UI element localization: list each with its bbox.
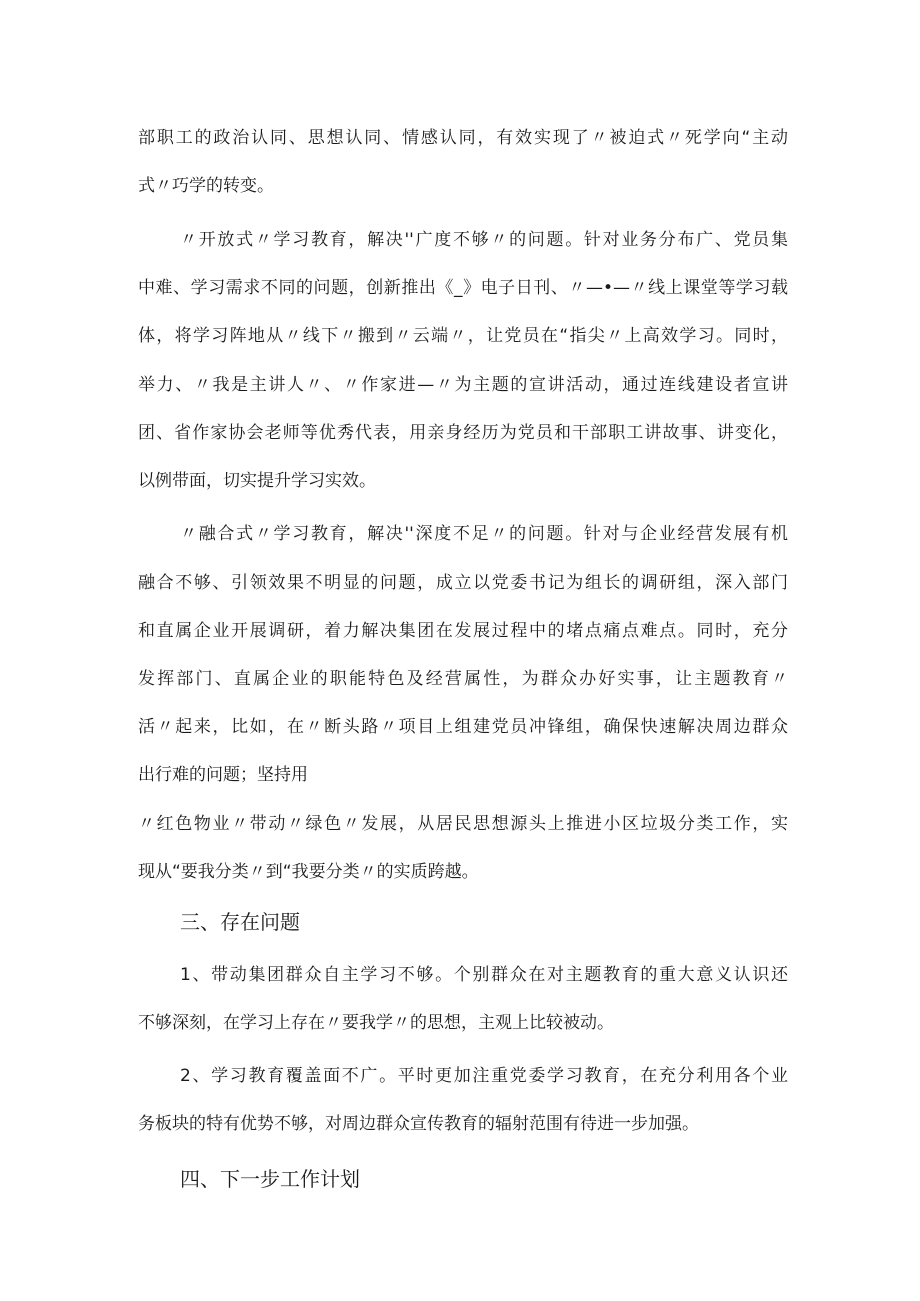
problem-1-line-1: 1、带动集团群众自主学习不够。个别群众在对主题教育的重大意义认识还	[180, 965, 788, 985]
paragraph-3-line-5: 活〃起来，比如，在〃断头路〃项目上组建党员冲锋组，确保快速解决周边群众	[138, 717, 788, 737]
paragraph-2-line-5: 团、省作家协会老师等优秀代表，用亲身经历为党员和干部职工讲故事、讲变化，	[138, 423, 788, 443]
paragraph-3-line-3: 和直属企业开展调研，着力解决集团在发展过程中的堵点痛点难点。同时，充分	[138, 621, 788, 641]
paragraph-1-line-2: 式〃巧学的转变。	[138, 176, 274, 196]
paragraph-4-line-2: 现从“要我分类〃到“我要分类〃的实质跨越。	[138, 862, 479, 882]
paragraph-2-line-2: 中难、学习需求不同的问题，创新推出《_》电子日刊、〃—•—〃线上课堂等学习载	[138, 278, 788, 298]
paragraph-3-line-2: 融合不够、引领效果不明显的问题，成立以党委书记为组长的调研组，深入部门	[138, 573, 788, 593]
paragraph-1-line-1: 部职工的政治认同、思想认同、情感认同，有效实现了〃被迫式〃死学向“主动	[138, 128, 788, 148]
problem-2-line-2: 务板块的特有优势不够，对周边群众宣传教育的辐射范围有待进一步加强。	[138, 1114, 699, 1134]
problem-1-line-2: 不够深刻，在学习上存在〃要我学〃的思想，主观上比较被动。	[138, 1013, 614, 1033]
section-heading-next-steps: 四、下一步工作计划	[180, 1167, 360, 1191]
paragraph-2-line-3: 体，将学习阵地从〃线下〃搬到〃云端〃，让党员在“指尖〃上高效学习。同时，	[138, 326, 788, 346]
section-heading-problems: 三、存在问题	[180, 910, 300, 934]
paragraph-3-line-4: 发挥部门、直属企业的职能特色及经营属性，为群众办好实事，让主题教育〃	[138, 669, 788, 689]
problem-2-line-1: 2、学习教育覆盖面不广。平时更加注重党委学习教育，在充分利用各个业	[180, 1066, 788, 1086]
paragraph-2-line-4: 举力、〃我是主讲人〃、〃作家进—〃为主题的宣讲活动，通过连线建设者宣讲	[138, 375, 788, 395]
paragraph-3-line-1: 〃融合式〃学习教育，解决''深度不足〃的问题。针对与企业经营发展有机	[180, 524, 788, 544]
paragraph-4-line-1: 〃红色物业〃带动〃绿色〃发展，从居民思想源头上推进小区垃圾分类工作，实	[138, 814, 788, 834]
paragraph-2-line-6: 以例带面，切实提升学习实效。	[138, 471, 376, 491]
paragraph-2-line-1: 〃开放式〃学习教育，解决''广度不够〃的问题。针对业务分布广、党员集	[180, 230, 788, 250]
paragraph-3-line-6: 出行难的问题；坚持用	[138, 765, 308, 785]
